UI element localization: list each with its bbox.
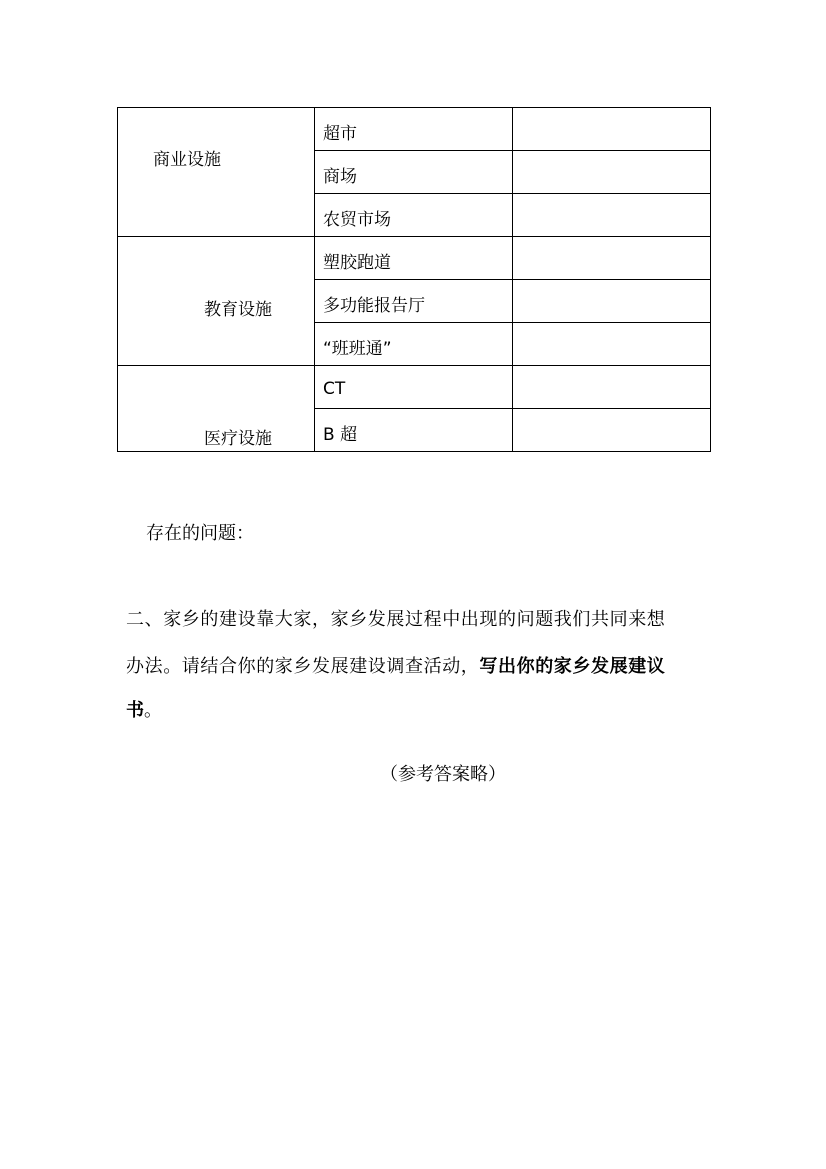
category-label: 教育设施 (204, 300, 272, 320)
category-cell-medical (118, 366, 315, 452)
blank-answer-cell (513, 194, 711, 237)
category-label: 商业设施 (153, 150, 221, 170)
blank-answer-cell (513, 280, 711, 323)
item-cell (315, 280, 513, 323)
blank-answer-cell (513, 151, 711, 194)
blank-answer-cell (513, 366, 711, 409)
question2-line1: 二、家乡的建设靠大家，家乡发展过程中出现的问题我们共同来想 (126, 609, 666, 630)
blank-answer-cell (513, 237, 711, 280)
category-cell-education (118, 237, 315, 366)
blank-answer-cell (513, 108, 711, 151)
item-label: B 超 (323, 424, 358, 445)
item-cell (315, 151, 513, 194)
table-row (118, 237, 711, 280)
category-cell-commerce (118, 108, 315, 237)
item-cell (315, 194, 513, 237)
item-label: 超市 (323, 123, 357, 144)
question2-line3-normal: 。 (144, 700, 162, 721)
item-label: “班班通” (323, 338, 392, 359)
question2-line3 (126, 696, 162, 722)
question2-line2-bold: 写出你的家乡发展建议 (479, 656, 666, 677)
item-label: 塑胶跑道 (323, 252, 391, 273)
question2-line2-normal: 办法。请结合你的家乡发展建设调查活动， (126, 656, 480, 677)
blank-answer-cell (513, 323, 711, 366)
item-label: 商场 (323, 166, 357, 187)
item-cell (315, 237, 513, 280)
item-cell (315, 409, 513, 452)
answer-note: （参考答案略） (380, 764, 506, 785)
item-label: CT (323, 379, 346, 399)
table-row (118, 108, 711, 151)
item-label: 多功能报告厅 (323, 295, 425, 316)
question2-line3-bold: 书 (126, 700, 144, 721)
item-cell (315, 323, 513, 366)
item-cell (315, 108, 513, 151)
table-row (118, 366, 711, 409)
question2-line2 (126, 652, 665, 678)
category-label: 医疗设施 (204, 429, 272, 449)
item-cell (315, 366, 513, 409)
facilities-table (117, 107, 711, 452)
blank-answer-cell (513, 409, 711, 452)
item-label: 农贸市场 (323, 209, 391, 230)
problems-label: 存在的问题： (146, 523, 254, 544)
